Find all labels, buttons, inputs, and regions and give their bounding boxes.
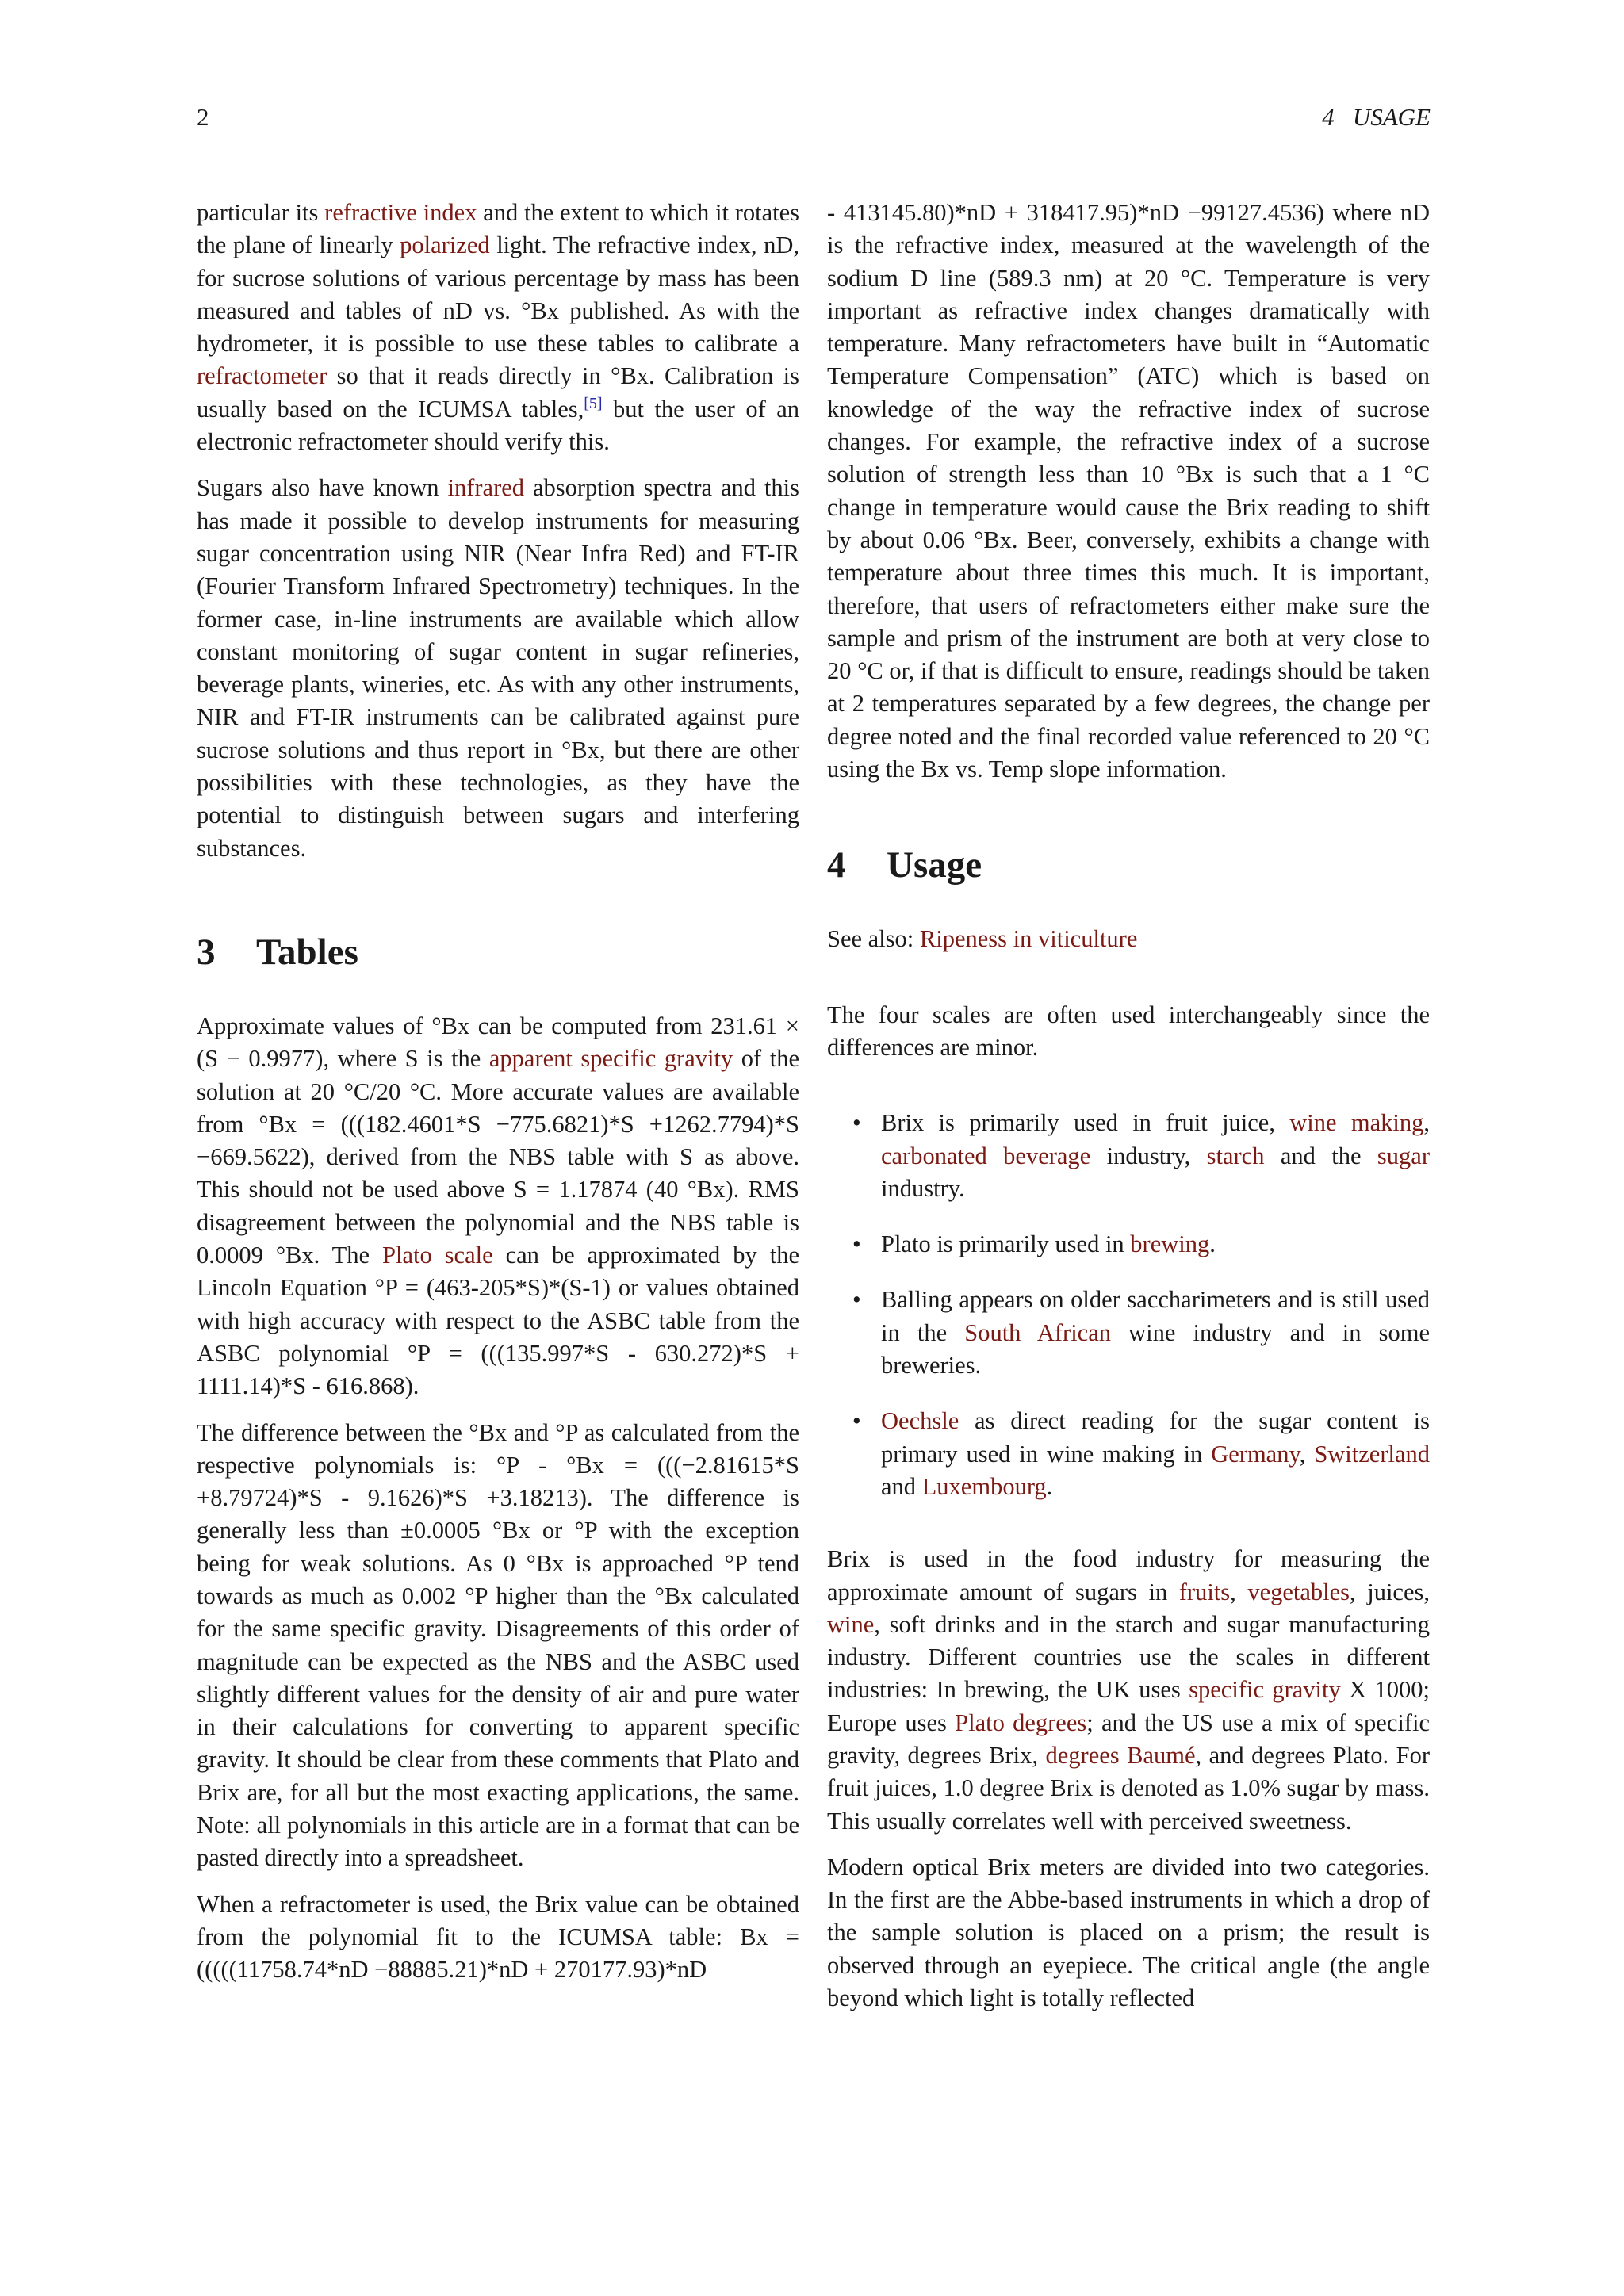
link-south-african[interactable]: South African — [964, 1318, 1111, 1346]
link-plato-scale[interactable]: Plato scale — [382, 1242, 493, 1269]
citation-5[interactable]: [5] — [584, 394, 603, 412]
paragraph-food-industry: Brix is used in the food industry for measuring the approximate amount of sugars in fruits, vegetables, juices, wine, soft drinks and in the starch and sugar manufacturing industry. Different countries use the scales in different industries: In brewing, the UK uses specific gravity X 1000; Europe uses Plato degrees; and the US use a mix of specific gravity, degrees Brix, degrees Baumé, and degrees Plato. For fruit juices, 1.0 degree Brix is denoted as 1.0% sugar by mass. This usually correlates well with perceived sweetness. — [827, 1545, 1430, 1835]
link-carbonated-beverage[interactable]: carbonated beverage — [881, 1142, 1091, 1169]
link-oechsle[interactable]: Oechsle — [881, 1407, 959, 1435]
left-column — [197, 197, 799, 2000]
paragraph-infrared: Sugars also have known infrared absorption spectra and this has made it possible to develop instruments for measuring sugar concentration using NIR (Near Infra Red) and FT-IR (Fourier Transform Infrared Spectrometry) techniques. In the former case, in-line instruments are available which allow constant monitoring of sugar content in sugar refineries, beverage plants, wineries, etc. As with any other instruments, NIR and FT-IR instruments can be calibrated against pure sucrose solutions and thus report in °Bx, but there are other possibilities with these technologies, as they have the potential to distinguish between sugars and interfering substances. — [197, 474, 799, 862]
list-item-brix: • Brix is primarily used in fruit juice, wine making, carbonated beverage industry, starch and the sugar industry. — [827, 1107, 1430, 1205]
link-refractive-index[interactable]: refractive index — [324, 199, 477, 226]
link-degrees-baume[interactable]: degrees Baumé — [1045, 1741, 1196, 1769]
paragraph-icumsa-polynomial: When a refractometer is used, the Brix value can be obtained from the polynomial fit to the ICUMSA table: Bx = (((((11758.74*nD −88885.21)*nD + 270177.93)*nD — [197, 1890, 799, 1984]
section-header: 4 USAGE — [1322, 103, 1431, 131]
list-item-oechsle: • Oechsle as direct reading for the sugar content is primary used in wine making in Germany, Switzerland and Luxembourg. — [827, 1405, 1430, 1503]
section-heading-usage: 4 Usage — [827, 844, 982, 886]
link-vegetables[interactable]: vegetables — [1247, 1578, 1350, 1605]
list-item-plato: • Plato is primarily used in brewing. — [827, 1228, 1430, 1261]
scales-list — [827, 1107, 1430, 1503]
section-heading-tables: 3 Tables — [197, 931, 358, 973]
link-germany[interactable]: Germany — [1211, 1440, 1300, 1468]
paragraph-approximate-values: Approximate values of °Bx can be computed from 231.61 × (S − 0.9977), where S is the apparent specific gravity of the solution at 20 °C/20 °C. More accurate values are available from °Bx = (((182.4601*S −775.6821)*S +1262.7794)*S −669.5622), derived from the NBS table with S as above. This should not be used above S = 1.17874 (40 °Bx). RMS disagreement between the polynomial and the NBS table is 0.0009 °Bx. The Plato scale can be approximated by the Lincoln Equation °P = (463-205*S)*(S-1) or values obtained with high accuracy with respect to the ASBC table from the ASBC polynomial °P = (((135.997*S - 630.272)*S + 1111.14)*S - 616.868). — [197, 1012, 799, 1400]
link-refractometer[interactable]: refractometer — [197, 362, 327, 390]
link-fruits[interactable]: fruits — [1178, 1578, 1231, 1605]
link-brewing[interactable]: brewing — [1130, 1230, 1210, 1258]
link-plato-degrees[interactable]: Plato degrees — [955, 1709, 1087, 1736]
paragraph-four-scales: The four scales are often used interchangeably since the differences are minor. — [827, 1001, 1430, 1061]
list-item-balling: • Balling appears on older saccharimeters and is still used in the South African wine industry and in some breweries. — [827, 1284, 1430, 1382]
paragraph-temperature: - 413145.80)*nD + 318417.95)*nD −99127.4536) where nD is the refractive index, measured at the wavelength of the sodium D line (589.3 nm) at 20 °C. Temperature is very important as refractive index changes dramatically with temperature. Many refractometers have built in “Automatic Temperature Compensation” (ATC) which is based on knowledge of the way the refractive index of sucrose changes. For example, the refractive index of a sucrose solution of strength less than 10 °Bx is such that a 1 °C change in temperature would cause the Brix reading to shift by about 0.06 °Bx. Beer, conversely, exhibits a change with temperature about three times this much. It is important, therefore, that users of refractometers either make sure the sample and prism of the instrument are both at very close to 20 °C or, if that is difficult to ensure, readings should be taken at 2 temperatures separated by a few degrees, the change per degree noted and the final recorded value referenced to 20 °C using the Bx vs. Temp slope information. — [827, 199, 1430, 783]
paragraph-difference: The difference between the °Bx and °P as calculated from the respective polynomials is: °P - °Bx = (((−2.81615*S +8.79724)*S - 9.1626)*S +3.18213). The difference is generally less than ±0.0005 °Bx or °P with the exception being for weak solutions. As 0 °Bx is approached °P tend towards as much as 0.002 °P higher than the °Bx calculated for the same specific gravity. Disagreements of this order of magnitude can be expected as the NBS and the ASBC used slightly different values for the density of air and pure water in their calculations for converting to apparent specific gravity. It should be clear from these comments that Plato and Brix are, for all but the most exacting applications, the same. Note: all polynomials in this article are in a format that can be pasted directly into a spreadsheet. — [197, 1418, 799, 1872]
link-luxembourg[interactable]: Luxembourg — [921, 1472, 1047, 1500]
link-wine-making[interactable]: wine making — [1289, 1109, 1424, 1137]
link-starch[interactable]: starch — [1206, 1142, 1265, 1169]
paragraph-optical-brix-meters: Modern optical Brix meters are divided into two categories. In the first are the Abbe-based instruments in which a drop of the sample solution is placed on a prism; the result is observed through an eyepiece. The critical angle (the angle beyond which light is totally reflected — [827, 1853, 1430, 2012]
right-column — [827, 197, 1430, 2028]
see-also: See also: Ripeness in viticulture — [827, 925, 1138, 953]
link-ripeness-in-viticulture[interactable]: Ripeness in viticulture — [919, 925, 1138, 953]
link-specific-gravity[interactable]: specific gravity — [1189, 1676, 1341, 1704]
link-infrared[interactable]: infrared — [447, 474, 525, 502]
link-wine[interactable]: wine — [827, 1610, 875, 1638]
running-header — [197, 101, 1431, 133]
link-apparent-specific-gravity[interactable]: apparent specific gravity — [488, 1045, 733, 1073]
paragraph-refractometry: particular its refractive index and the extent to which it rotates the plane of linearly polarized light. The refractive index, nD, for sucrose solutions of various percentage by mass has been measured and tables of nD vs. °Bx published. As with the hydrometer, it is possible to use these tables to calibrate a refractometer so that it reads directly in °Bx. Calibration is usually based on the ICUMSA tables,[5] but the user of an electronic refractometer should verify this. — [197, 199, 800, 456]
link-switzerland[interactable]: Switzerland — [1314, 1440, 1430, 1468]
page-number: 2 — [197, 103, 209, 131]
link-polarized[interactable]: polarized — [400, 232, 490, 259]
link-sugar[interactable]: sugar — [1377, 1142, 1430, 1169]
